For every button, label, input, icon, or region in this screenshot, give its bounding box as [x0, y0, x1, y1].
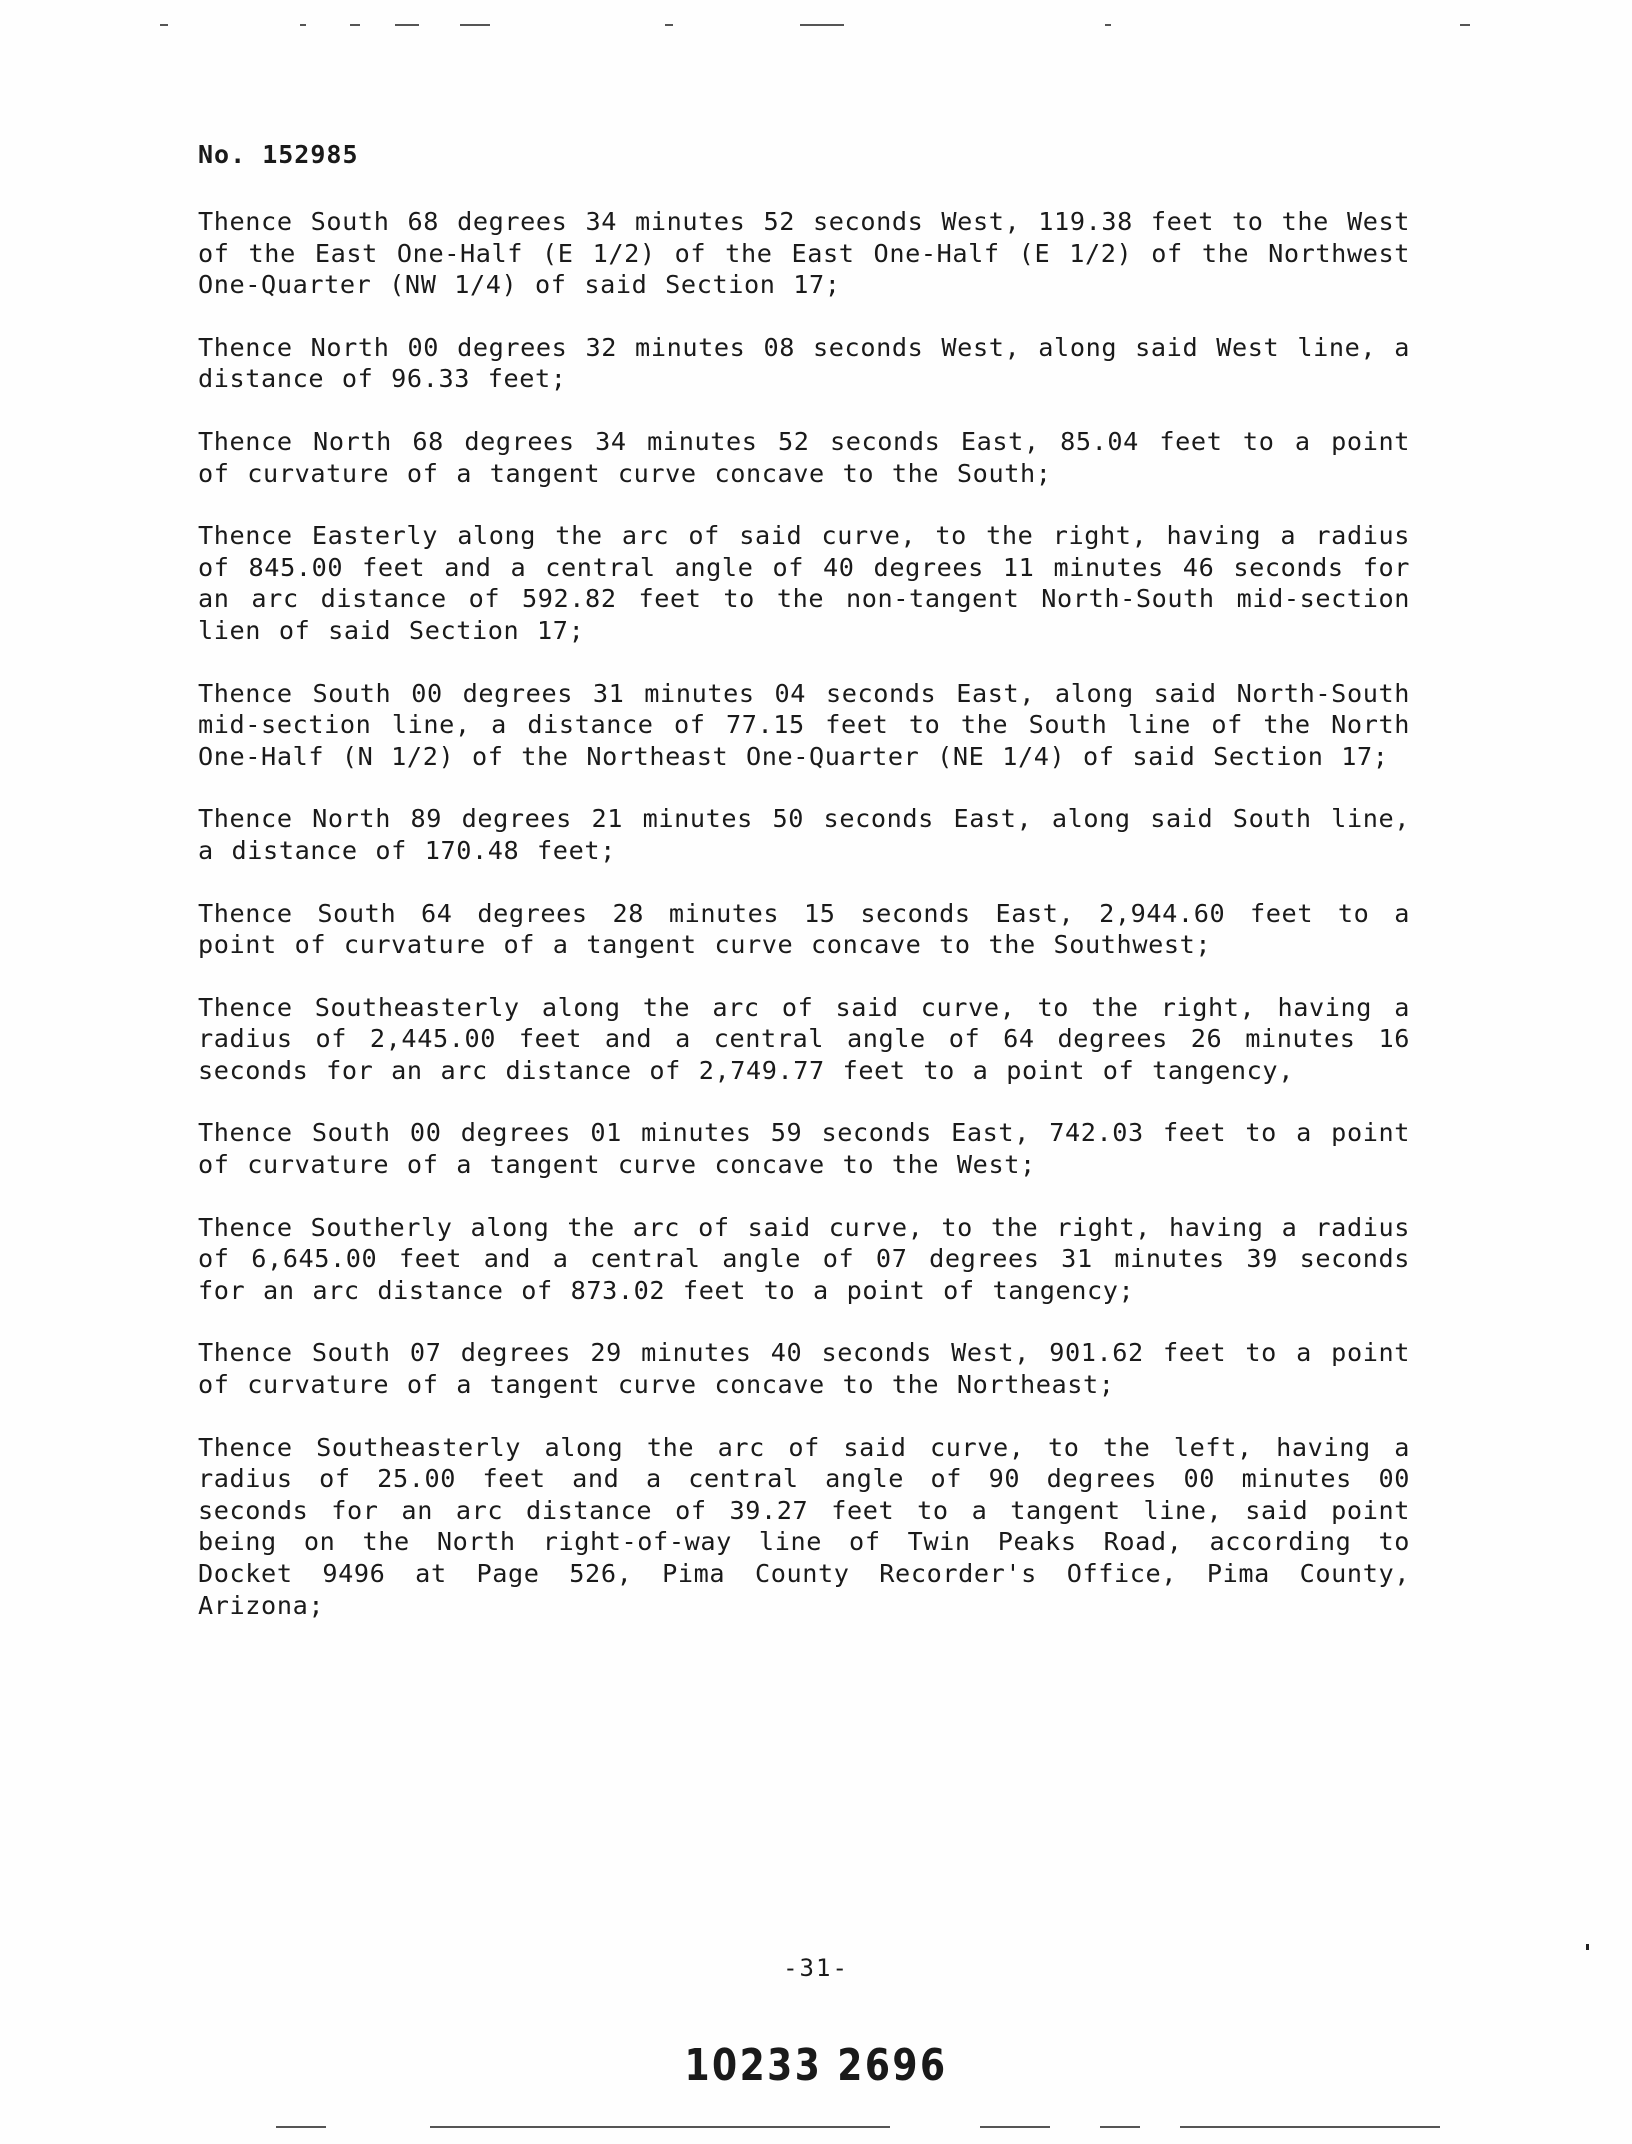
paragraph-9: Thence South 00 degrees 01 minutes 59 seconds East, 742.03 feet to a point of curvature of a tangent curve concave to the West; — [198, 1118, 1410, 1180]
scan-speck — [1586, 1944, 1589, 1950]
paragraph-4: Thence Easterly along the arc of said curve, to the right, having a radius of 845.00 feet and a central angle of 40 degrees 11 minutes 46 seconds for an arc distance of 592.82 feet to the non-tangent North-South mid-section lien of said Section 17; — [198, 521, 1410, 645]
scan-mark — [160, 24, 168, 26]
scan-mark — [460, 24, 490, 26]
scan-mark — [800, 24, 844, 26]
paragraph-5: Thence South 00 degrees 31 minutes 04 seconds East, along said North-South mid-section line, a distance of 77.15 feet to the South line of the North One-Half (N 1/2) of the Northeast One-Quarter (NE 1/4) of said Section 17; — [198, 678, 1410, 771]
scan-mark — [300, 24, 306, 26]
scan-mark — [395, 24, 419, 26]
paragraph-6: Thence North 89 degrees 21 minutes 50 seconds East, along said South line, a distance of 170.48 feet; — [198, 804, 1410, 865]
paragraph-7: Thence South 64 degrees 28 minutes 15 seconds East, 2,944.60 feet to a point of curvature of a tangent curve concave to the Southwest; — [198, 898, 1410, 960]
scan-mark — [665, 24, 673, 26]
recording-stamp-number: 10233 2696 — [684, 2040, 948, 2091]
legal-description-body — [198, 206, 1410, 1652]
scan-edge-marks-top — [0, 20, 1632, 30]
paragraph-12: Thence Southeasterly along the arc of said curve, to the left, having a radius of 25.00 feet and a central angle of 90 degrees 00 minutes 00 seconds for an arc distance of 39.27 feet to a tangent line, said point being on the North right-of-way line of Twin Peaks Road, according to Docket 9496 at Page 526, Pima County Recorder's Office, Pima County, Arizona; — [198, 1432, 1410, 1620]
scan-mark — [1100, 2126, 1140, 2128]
scan-mark — [1180, 2126, 1440, 2128]
paragraph-3: Thence North 68 degrees 34 minutes 52 seconds East, 85.04 feet to a point of curvature of a tangent curve concave to the South; — [198, 426, 1410, 488]
document-number: No. 152985 — [198, 140, 359, 169]
scan-mark — [276, 2126, 326, 2128]
scan-edge-marks-bottom — [0, 2122, 1632, 2132]
scan-mark — [1105, 24, 1111, 26]
paragraph-1: Thence South 68 degrees 34 minutes 52 seconds West, 119.38 feet to the West of the East One-Half (E 1/2) of the East One-Half (E 1/2) of the Northwest One-Quarter (NW 1/4) of said Section 17; — [198, 207, 1410, 300]
paragraph-11: Thence South 07 degrees 29 minutes 40 seconds West, 901.62 feet to a point of curvature of a tangent curve concave to the Northeast; — [198, 1338, 1410, 1400]
scan-mark — [980, 2126, 1050, 2128]
paragraph-2: Thence North 00 degrees 32 minutes 08 seconds West, along said West line, a distance of 96.33 feet; — [198, 332, 1410, 394]
scan-mark — [350, 24, 360, 26]
scan-mark — [1460, 24, 1470, 26]
paragraph-8: Thence Southeasterly along the arc of said curve, to the right, having a radius of 2,445.00 feet and a central angle of 64 degrees 26 minutes 16 seconds for an arc distance of 2,749.77 feet to a point of tangency, — [198, 992, 1410, 1085]
paragraph-10: Thence Southerly along the arc of said curve, to the right, having a radius of 6,645.00 feet and a central angle of 07 degrees 31 minutes 39 seconds for an arc distance of 873.02 feet to a point of tangency; — [198, 1212, 1410, 1305]
page-number: -31- — [783, 1954, 849, 1982]
scan-mark — [430, 2126, 890, 2128]
